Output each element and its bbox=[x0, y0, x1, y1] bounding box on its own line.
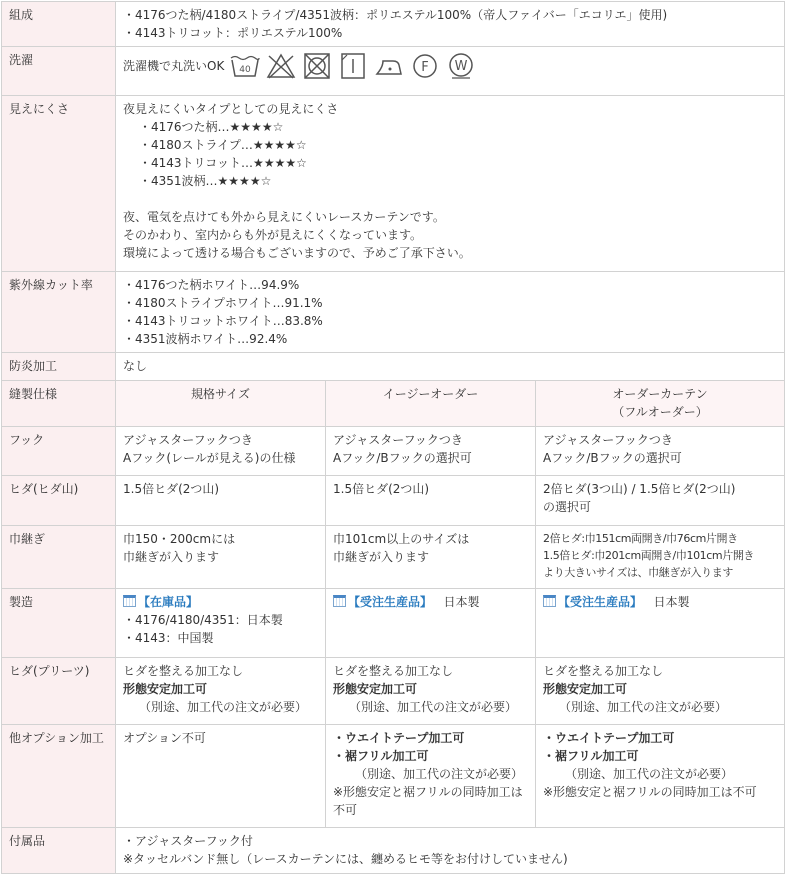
line-dry-icon bbox=[338, 52, 368, 80]
options-standard bbox=[116, 725, 326, 828]
text-line: より大きいサイズは、巾継ぎが入ります bbox=[543, 566, 733, 579]
value-accessories bbox=[116, 828, 785, 874]
value-uv bbox=[116, 272, 785, 353]
text-line: 1.5倍ヒダ(2つ山) bbox=[123, 482, 220, 496]
text-line: （別途、加工代の注文が必要） bbox=[355, 767, 524, 781]
manufacture-full bbox=[536, 589, 785, 658]
visibility-note: 夜、電気を点けても外から見えにくいレースカーテンです。 bbox=[123, 210, 445, 224]
text-line: 2倍ヒダ:巾151cm両開き/巾76cm片開き bbox=[543, 532, 738, 545]
text-line: ・4143トリコット：ポリエステル100% bbox=[123, 26, 343, 40]
text-line: Aフック(レールが見える)の仕様 bbox=[123, 451, 296, 465]
hook-full bbox=[536, 427, 785, 476]
visibility-note: そのかわり、室内からも外が見えにくくなっています。 bbox=[123, 228, 423, 242]
no-tumble-dry-icon bbox=[302, 52, 332, 80]
text-line: ヒダを整える加工なし bbox=[333, 664, 454, 678]
row-sewing bbox=[2, 381, 785, 427]
wash-temp: 40 bbox=[239, 65, 252, 75]
header-easy-order bbox=[326, 381, 536, 427]
text-line: （別途、加工代の注文が必要） bbox=[559, 700, 728, 714]
header-text: （フルオーダー） bbox=[612, 405, 708, 419]
visibility-item: ・4351波柄…★★★★☆ bbox=[139, 174, 272, 188]
value-flame: なし bbox=[116, 353, 785, 381]
calendar-icon bbox=[123, 595, 136, 607]
row-pleat bbox=[2, 476, 785, 526]
spec-table bbox=[1, 1, 785, 874]
text-line: ※タッセルバンド無し（レースカーテンには、纏めるヒモ等をお付けしていません) bbox=[123, 852, 568, 866]
pleats-easy bbox=[326, 658, 536, 725]
washing-text: 洗濯機で丸洗いOK bbox=[123, 59, 225, 73]
value-washing bbox=[116, 47, 785, 96]
pleats-full bbox=[536, 658, 785, 725]
label-visibility: 見えにくさ bbox=[2, 96, 116, 272]
label-hook: フック bbox=[2, 427, 116, 476]
pleat-full bbox=[536, 476, 785, 526]
options-easy bbox=[326, 725, 536, 828]
uv-line: ・4351波柄ホワイト…92.4% bbox=[123, 332, 288, 346]
made-to-order-tag: 【受注生産品】 bbox=[558, 595, 643, 609]
text-line: ・ウエイトテープ加工可 bbox=[333, 731, 465, 745]
text-line: （別途、加工代の注文が必要） bbox=[565, 767, 734, 781]
wet-clean-w-icon bbox=[446, 52, 476, 80]
visibility-intro: 夜見えにくいタイプとしての見えにくさ bbox=[123, 102, 339, 116]
text-line: ・裾フリル加工可 bbox=[543, 749, 639, 763]
label-manufacture: 製造 bbox=[2, 589, 116, 658]
visibility-item: ・4176つた柄…★★★★☆ bbox=[139, 120, 284, 134]
text-line: ・アジャスターフック付 bbox=[123, 834, 253, 848]
visibility-note: 環境によって透ける場合もございますので、予めご了承下さい。 bbox=[123, 246, 471, 260]
text-line: 2倍ヒダ(3つ山) / 1.5倍ヒダ(2つ山) bbox=[543, 482, 736, 496]
label-washing: 洗濯 bbox=[2, 47, 116, 96]
low-iron-icon bbox=[374, 52, 404, 80]
text-line: （別途、加工代の注文が必要） bbox=[139, 700, 308, 714]
made-to-order-tag: 【受注生産品】 bbox=[348, 595, 433, 609]
text-line: Aフック/Bフックの選択可 bbox=[543, 451, 682, 465]
label-composition: 組成 bbox=[2, 2, 116, 47]
calendar-icon bbox=[333, 595, 346, 607]
row-seam bbox=[2, 526, 785, 589]
row-composition bbox=[2, 2, 785, 47]
value-composition bbox=[116, 2, 785, 47]
text-line: 巾継ぎが入ります bbox=[333, 550, 430, 564]
row-uv bbox=[2, 272, 785, 353]
header-text: 規格サイズ bbox=[190, 387, 251, 401]
no-bleach-icon bbox=[266, 52, 296, 80]
row-washing bbox=[2, 47, 785, 96]
row-options bbox=[2, 725, 785, 828]
pleat-easy bbox=[326, 476, 536, 526]
header-full-order bbox=[536, 381, 785, 427]
text-line: アジャスターフックつき bbox=[333, 433, 463, 447]
text-line: ・裾フリル加工可 bbox=[333, 749, 429, 763]
text-line: 巾継ぎが入ります bbox=[123, 550, 220, 564]
uv-line: ・4143トリコットホワイト…83.8% bbox=[123, 314, 323, 328]
stock-tag: 【在庫品】 bbox=[138, 595, 199, 609]
uv-line: ・4180ストライプホワイト…91.1% bbox=[123, 296, 323, 310]
text-line: オプション不可 bbox=[123, 731, 206, 745]
seam-full bbox=[536, 526, 785, 589]
text-line: 形態安定加工可 bbox=[543, 682, 628, 696]
header-text: イージーオーダー bbox=[382, 387, 479, 401]
row-flame bbox=[2, 353, 785, 381]
text-line: 形態安定加工可 bbox=[123, 682, 208, 696]
hook-standard bbox=[116, 427, 326, 476]
value-visibility bbox=[116, 96, 785, 272]
calendar-icon bbox=[543, 595, 556, 607]
header-standard-size bbox=[116, 381, 326, 427]
row-accessories bbox=[2, 828, 785, 874]
seam-easy bbox=[326, 526, 536, 589]
row-visibility bbox=[2, 96, 785, 272]
row-hook bbox=[2, 427, 785, 476]
dry-clean-letter: F bbox=[421, 60, 430, 75]
text-line: ヒダを整える加工なし bbox=[123, 664, 244, 678]
visibility-item: ・4143トリコット…★★★★☆ bbox=[139, 156, 307, 170]
wash-40-icon bbox=[230, 52, 260, 80]
text-line: の選択可 bbox=[543, 500, 592, 514]
text-line: 巾101cm以上のサイズは bbox=[333, 532, 470, 546]
label-seam: 巾継ぎ bbox=[2, 526, 116, 589]
text-line: ※形態安定と裾フリルの同時加工は不可 bbox=[543, 785, 757, 799]
origin-text: 日本製 bbox=[443, 595, 480, 609]
hook-easy bbox=[326, 427, 536, 476]
manufacture-easy bbox=[326, 589, 536, 658]
visibility-item: ・4180ストライプ…★★★★☆ bbox=[139, 138, 307, 152]
text-line: （別途、加工代の注文が必要） bbox=[349, 700, 518, 714]
text-line: ・4143：中国製 bbox=[123, 631, 214, 645]
manufacture-standard bbox=[116, 589, 326, 658]
pleats-standard bbox=[116, 658, 326, 725]
wet-clean-letter: W bbox=[454, 59, 468, 74]
origin-text: 日本製 bbox=[653, 595, 690, 609]
text-line: 1.5倍ヒダ(2つ山) bbox=[333, 482, 430, 496]
text-line: 形態安定加工可 bbox=[333, 682, 418, 696]
label-sewing: 縫製仕様 bbox=[2, 381, 116, 427]
pleat-standard bbox=[116, 476, 326, 526]
text-line: ・4176つた柄/4180ストライプ/4351波柄：ポリエステル100%（帝人ファイバー「エコリエ」使用) bbox=[123, 8, 668, 22]
options-full bbox=[536, 725, 785, 828]
text-line: Aフック/Bフックの選択可 bbox=[333, 451, 472, 465]
label-uv: 紫外線カット率 bbox=[2, 272, 116, 353]
label-options: 他オプション加工 bbox=[2, 725, 116, 828]
dry-clean-f-icon bbox=[410, 52, 440, 80]
text-line: ヒダを整える加工なし bbox=[543, 664, 664, 678]
text-line: アジャスターフックつき bbox=[123, 433, 253, 447]
text-line: アジャスターフックつき bbox=[543, 433, 673, 447]
text-line: ・ウエイトテープ加工可 bbox=[543, 731, 675, 745]
seam-standard bbox=[116, 526, 326, 589]
label-flame: 防炎加工 bbox=[2, 353, 116, 381]
uv-line: ・4176つた柄ホワイト…94.9% bbox=[123, 278, 300, 292]
text-line: 1.5倍ヒダ:巾201cm両開き/巾101cm片開き bbox=[543, 549, 755, 562]
text-line: ※形態安定と裾フリルの同時加工は不可 bbox=[333, 785, 523, 817]
text-line: 巾150・200cmには bbox=[123, 532, 236, 546]
label-pleat: ヒダ(ヒダ山) bbox=[2, 476, 116, 526]
header-text: オーダーカーテン bbox=[612, 387, 708, 401]
row-manufacture bbox=[2, 589, 785, 658]
row-pleats bbox=[2, 658, 785, 725]
text-line: ・4176/4180/4351：日本製 bbox=[123, 613, 283, 627]
label-accessories: 付属品 bbox=[2, 828, 116, 874]
label-pleats: ヒダ(プリーツ) bbox=[2, 658, 116, 725]
